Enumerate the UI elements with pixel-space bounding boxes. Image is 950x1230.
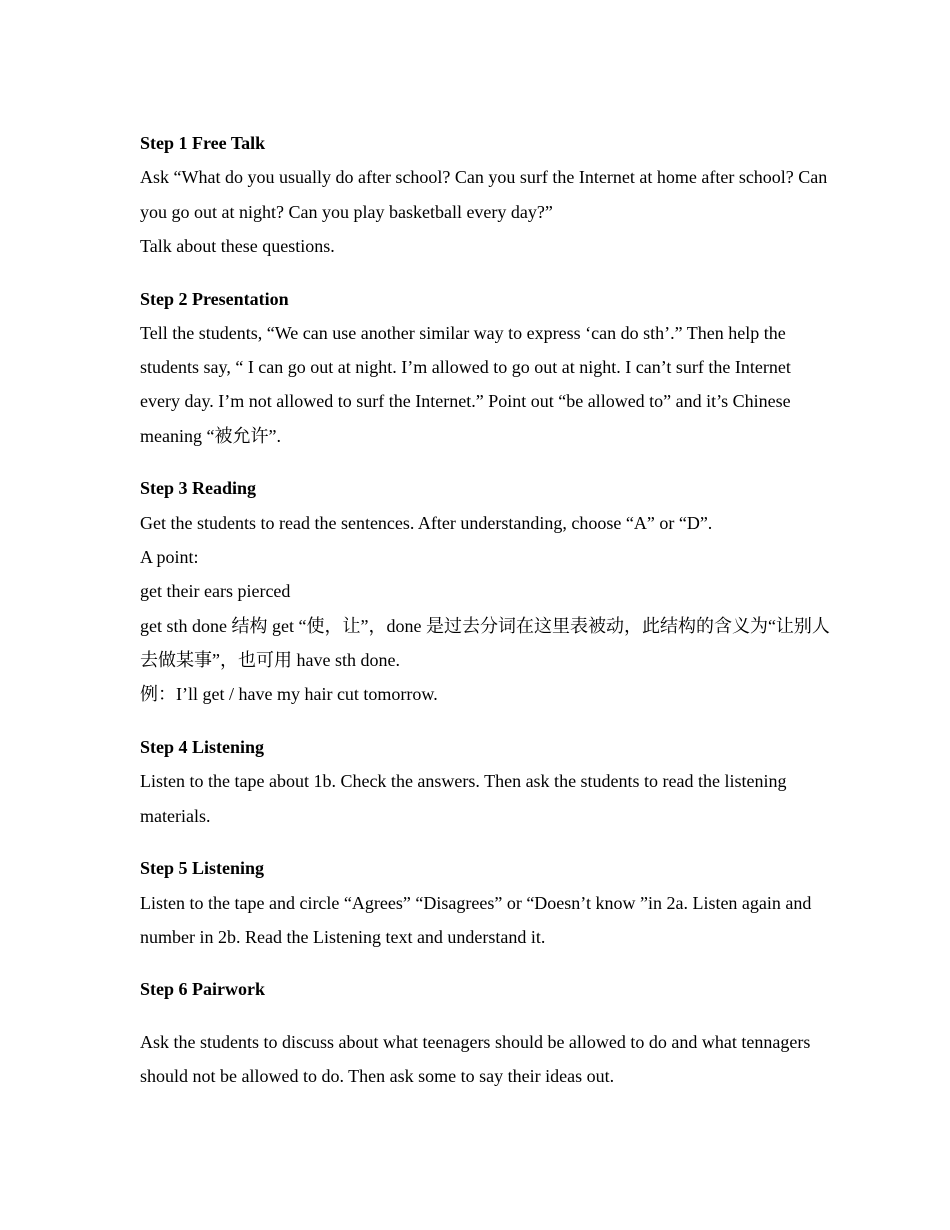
- step-3-paragraph-1: Get the students to read the sentences. After understanding, choose “A” or “D”.: [140, 512, 713, 533]
- step-6-section: [140, 972, 830, 1093]
- step-3-heading: Step 3 Reading: [140, 478, 257, 499]
- step-2-paragraph-1: Tell the students, “We can use another similar way to express ‘can do sth’.” Then help the students say, “ I can go out at night. I’m allowed to go out at night. I can’t surf the Internet every day. I’m not allowed to surf the Internet.” Point out “be allowed to” and it’s Chinese meaning “被允许”.: [140, 322, 791, 446]
- step-3-paragraph-3: get their ears pierced: [140, 581, 291, 602]
- step-5-paragraph-1: Listen to the tape and circle “Agrees” “Disagrees” or “Doesn’t know ”in 2a. Listen again and number in 2b. Read the Listening text and understand it.: [140, 892, 812, 947]
- step-4-paragraph-1: Listen to the tape about 1b. Check the answers. Then ask the students to read the listening materials.: [140, 771, 787, 826]
- step-3-paragraph-2: A point:: [140, 547, 199, 568]
- step-2-section: [140, 282, 830, 453]
- step-5-heading: Step 5 Listening: [140, 858, 265, 879]
- step-4-section: [140, 730, 830, 833]
- step-3-paragraph-4: get sth done 结构 get “使，让”，done 是过去分词在这里表被动，此结构的含义为“让别人去做某事”，也可用 have sth done.: [140, 615, 830, 670]
- step-1-heading: Step 1 Free Talk: [140, 133, 266, 153]
- step-6-heading: Step 6 Pairwork: [140, 979, 265, 1000]
- step-1-paragraph-2: Talk about these questions.: [140, 235, 335, 256]
- step-3-section: [140, 471, 830, 711]
- step-2-heading: Step 2 Presentation: [140, 288, 289, 309]
- step-4-heading: Step 4 Listening: [140, 736, 265, 757]
- step-1-paragraph-1: Ask “What do you usually do after school? Can you surf the Internet at home after school? Can you go out at night? Can you play basketball every day?”: [140, 167, 828, 222]
- document-page: [140, 126, 830, 1112]
- step-6-paragraph-1: Ask the students to discuss about what teenagers should be allowed to do and what tennagers should not be allowed to do. Then ask some to say their ideas out.: [140, 1032, 811, 1087]
- step-3-paragraph-5: 例：I’ll get / have my hair cut tomorrow.: [140, 684, 438, 705]
- step-5-section: [140, 851, 830, 954]
- step-1-section: [140, 126, 830, 263]
